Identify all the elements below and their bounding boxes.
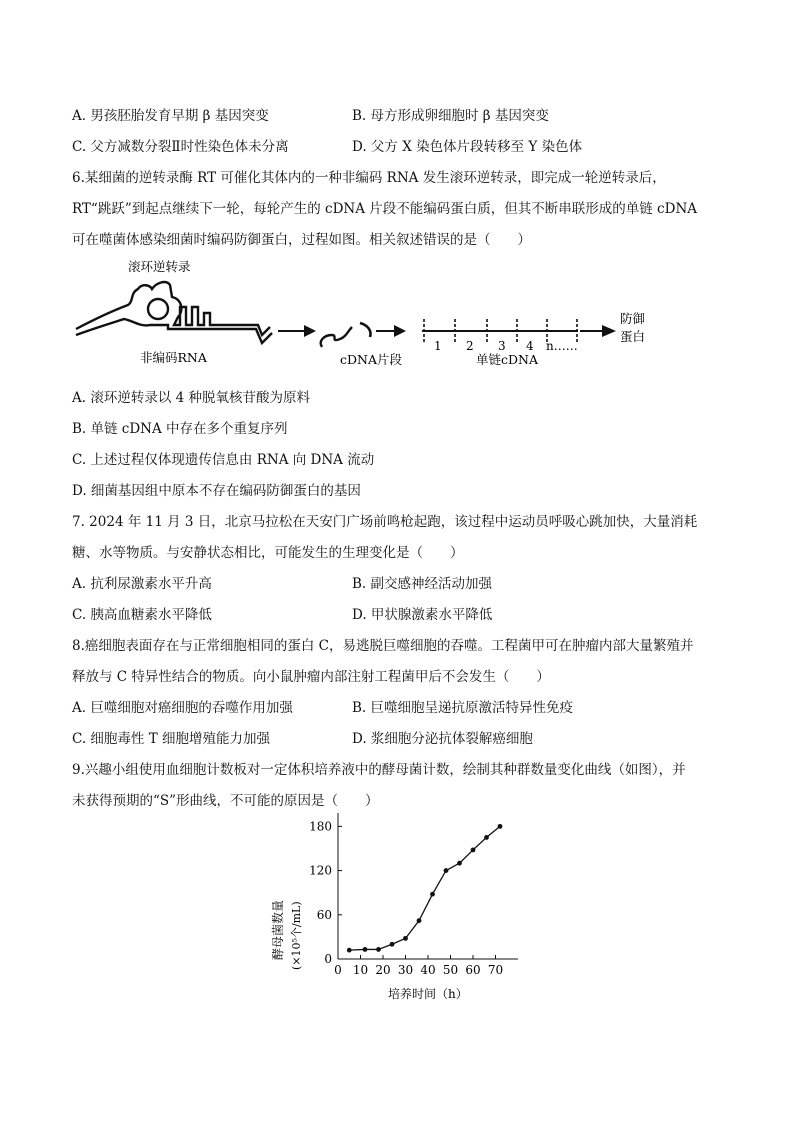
x-tick-label: 20 — [375, 963, 391, 977]
y-tick-label: 120 — [309, 863, 332, 878]
x-tick-label: 50 — [442, 963, 459, 977]
q5-option-c: C. 父方减数分裂Ⅱ时性染色体未分离 — [72, 139, 289, 155]
data-point — [376, 947, 381, 952]
q5-option-b: B. 母方形成卵细胞时 β 基因突变 — [352, 108, 549, 124]
x-tick-label: 10 — [352, 963, 369, 977]
q6-stem-line2: RT“跳跃”到起点继续下一轮，每轮产生的 cDNA 片段不能编码蛋白质，但其不断串联形成的单链 cDNA — [72, 201, 698, 217]
label-cdna-fragment: cDNA片段 — [340, 352, 402, 367]
label-rolling-rt: 滚环逆转录 — [128, 259, 191, 274]
x-tick-label: 70 — [487, 963, 504, 977]
q9-stem-line1: 9.兴趣小组使用血细胞计数板对一定体积培养液中的酵母菌计数，绘制其种群数量变化曲线（如图），并 — [72, 762, 686, 778]
q8-option-c: C. 细胞毒性 T 细胞增殖能力加强 — [72, 731, 271, 747]
q7-option-b: B. 副交感神经活动加强 — [352, 576, 493, 592]
q6-option-b: B. 单链 cDNA 中存在多个重复序列 — [72, 421, 288, 437]
q8-option-d: D. 浆细胞分泌抗体裂解癌细胞 — [352, 731, 533, 747]
data-point — [390, 942, 395, 947]
seg-label-4: 4 — [526, 339, 534, 353]
data-point — [457, 861, 462, 866]
y-tick-label: 60 — [316, 907, 332, 922]
seg-label-1: 1 — [434, 339, 442, 353]
y-tick-label: 0 — [324, 952, 332, 966]
q7-stem-line1: 7. 2024 年 11 月 3 日，北京马拉松在天安门广场前鸣枪起跑，该过程中运动员呼吸心跳加快，大量消耗 — [72, 514, 698, 530]
data-point — [417, 918, 422, 923]
q5-option-a: A. 男孩胚胎发育早期 β 基因突变 — [72, 108, 269, 124]
label-defense-1: 防御 — [620, 311, 646, 326]
cdna-fragment-scribble — [321, 327, 352, 347]
x-tick-label: 40 — [420, 963, 436, 977]
ncrna-loop — [148, 299, 168, 319]
arrow-2-head — [394, 325, 406, 337]
cdna-fragment — [360, 323, 371, 337]
data-point — [430, 892, 435, 897]
q6-option-c: C. 上述过程仅体现遗传信息由 RNA 向 DNA 流动 — [72, 452, 375, 468]
yeast-growth-chart — [260, 810, 540, 1010]
chart-ylabel-1: 酵母菌数量 — [271, 899, 285, 960]
q7-option-d: D. 甲状腺激素水平降低 — [352, 607, 493, 623]
label-defense-2: 蛋白 — [620, 329, 646, 344]
growth-line — [349, 826, 500, 950]
y-tick-label: 180 — [309, 819, 332, 834]
ncrna-shape — [76, 282, 272, 343]
q7-stem-line2: 糖、水等物质。与安静状态相比，可能发生的生理变化是（ ） — [72, 545, 464, 561]
data-point — [347, 948, 352, 953]
chart-xlabel: 培养时间（h） — [388, 987, 468, 1001]
q6-option-d: D. 细菌基因组中原本不存在编码防御蛋白的基因 — [72, 483, 361, 499]
q6-option-a: A. 滚环逆转录以 4 种脱氧核苷酸为原料 — [72, 390, 311, 406]
q6-stem-line1: 6.某细菌的逆转录酶 RT 可催化其体内的一种非编码 RNA 发生滚环逆转录，即完成一轮逆转录后， — [72, 170, 666, 186]
label-single-cdna: 单链cDNA — [476, 352, 538, 367]
q8-option-a: A. 巨噬细胞对癌细胞的吞噬作用加强 — [72, 700, 293, 716]
data-point — [363, 947, 368, 952]
x-tick-label: 0 — [334, 963, 342, 977]
data-point — [471, 848, 476, 853]
chart-ylabel-2: (×10⁵个/mL) — [290, 901, 303, 970]
q8-stem-line1: 8.癌细胞表面存在与正常细胞相同的蛋白 C，易逃脱巨噬细胞的吞噬。工程菌甲可在肿瘤内部大量繁殖并 — [72, 638, 694, 654]
x-tick-label: 60 — [465, 963, 481, 977]
q5-option-d: D. 父方 X 染色体片段转移至 Y 染色体 — [352, 139, 583, 155]
x-tick-label: 30 — [397, 963, 414, 977]
seg-label-n: n…… — [546, 339, 578, 353]
data-point — [484, 835, 489, 840]
q9-stem-line2: 未获得预期的“S”形曲线，不可能的原因是（ ） — [72, 793, 379, 809]
q7-option-a: A. 抗利尿激素水平升高 — [72, 576, 212, 592]
data-point — [403, 936, 408, 941]
seg-label-2: 2 — [466, 339, 474, 353]
data-point — [444, 868, 449, 873]
q6-stem-line3: 可在噬菌体感染细菌时编码防御蛋白，过程如图。相关叙述错误的是（ ） — [72, 232, 531, 248]
q6-figure — [0, 255, 794, 375]
q8-stem-line2: 释放与 C 特异性结合的物质。向小鼠肿瘤内部注射工程菌甲后不会发生（ ） — [72, 669, 550, 685]
q7-option-c: C. 胰高血糖素水平降低 — [72, 607, 212, 623]
arrow-3-head — [602, 325, 616, 337]
data-point — [498, 824, 503, 829]
seg-label-3: 3 — [498, 339, 506, 353]
label-ncrna: 非编码RNA — [140, 350, 207, 365]
arrow-1-head — [304, 325, 316, 337]
q8-option-b: B. 巨噬细胞呈递抗原激活特异性免疫 — [352, 700, 574, 716]
